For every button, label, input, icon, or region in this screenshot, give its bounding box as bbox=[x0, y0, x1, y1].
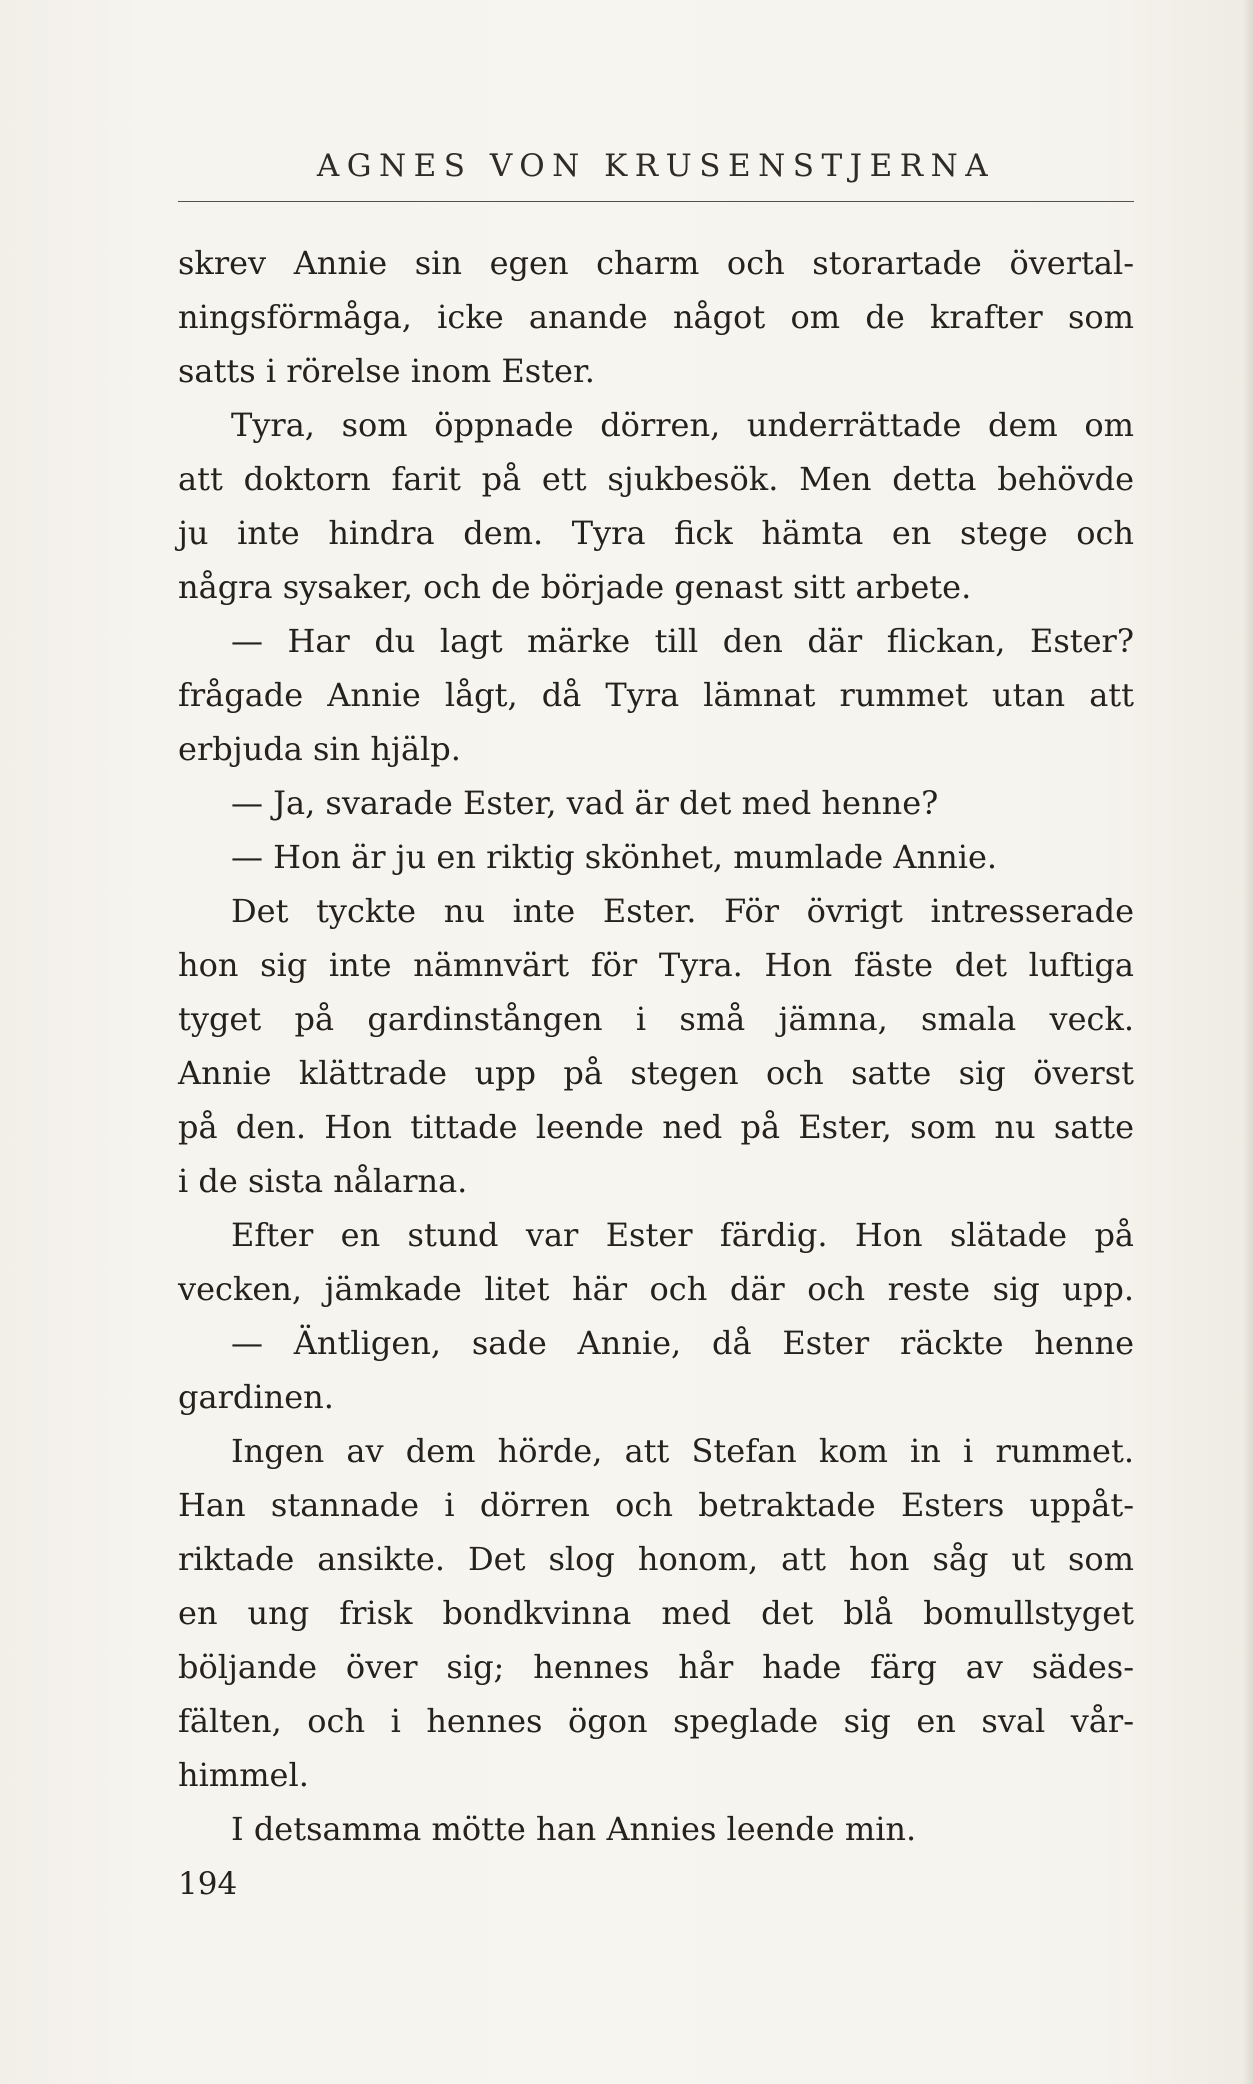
text-line: satts i rörelse inom Ester. bbox=[178, 352, 595, 390]
text-line: en ung frisk bondkvinna med det blå bomullstyget bbox=[178, 1594, 1134, 1632]
text-line: Tyra, som öppnade dörren, underrättade dem om bbox=[231, 406, 1134, 444]
text-line: Ingen av dem hörde, att Stefan kom in i rummet. bbox=[231, 1432, 1134, 1470]
page-edge-shadow bbox=[1243, 0, 1253, 2084]
text-line: ju inte hindra dem. Tyra fick hämta en stege och bbox=[178, 514, 1134, 552]
text-line: — Hon är ju en riktig skönhet, mumlade Annie. bbox=[231, 838, 998, 876]
text-line: böljande över sig; hennes hår hade färg av sädes- bbox=[178, 1648, 1134, 1686]
running-head: AGNES VON KRUSENSTJERNA bbox=[316, 148, 996, 184]
text-line: på den. Hon tittade leende ned på Ester, som nu satte bbox=[178, 1108, 1134, 1146]
text-line: frågade Annie lågt, då Tyra lämnat rummet utan att bbox=[178, 676, 1134, 714]
text-line: vecken, jämkade litet här och där och reste sig upp. bbox=[178, 1270, 1134, 1308]
text-line: himmel. bbox=[178, 1756, 309, 1794]
text-line: I detsamma mötte han Annies leende min. bbox=[231, 1810, 917, 1848]
text-line: Efter en stund var Ester färdig. Hon slätade på bbox=[231, 1216, 1134, 1254]
text-line: att doktorn farit på ett sjukbesök. Men detta behövde bbox=[178, 460, 1134, 498]
page-number: 194 bbox=[178, 1866, 238, 1902]
text-line: erbjuda sin hjälp. bbox=[178, 730, 461, 768]
text-line: Det tyckte nu inte Ester. För övrigt intresserade bbox=[231, 892, 1134, 930]
header-rule bbox=[178, 201, 1134, 202]
text-line: fälten, och i hennes ögon speglade sig en sval vår- bbox=[178, 1702, 1134, 1740]
text-line: — Ja, svarade Ester, vad är det med henne? bbox=[231, 784, 939, 822]
text-line: ningsförmåga, icke anande något om de krafter som bbox=[178, 298, 1134, 336]
text-line: Han stannade i dörren och betraktade Esters uppåt- bbox=[178, 1486, 1134, 1524]
text-line: gardinen. bbox=[178, 1378, 334, 1416]
text-line: riktade ansikte. Det slog honom, att hon såg ut som bbox=[178, 1540, 1134, 1578]
text-line: i de sista nålarna. bbox=[178, 1162, 468, 1200]
text-line: — Äntligen, sade Annie, då Ester räckte henne bbox=[231, 1324, 1134, 1362]
text-line: tyget på gardinstången i små jämna, smala veck. bbox=[178, 1000, 1134, 1038]
text-line: Annie klättrade upp på stegen och satte sig överst bbox=[178, 1054, 1134, 1092]
text-line: några sysaker, och de började genast sitt arbete. bbox=[178, 568, 972, 606]
text-line: hon sig inte nämnvärt för Tyra. Hon fäste det luftiga bbox=[178, 946, 1134, 984]
text-line: skrev Annie sin egen charm och storartade övertal- bbox=[178, 244, 1134, 282]
text-line: — Har du lagt märke till den där flickan, Ester? bbox=[231, 622, 1134, 660]
